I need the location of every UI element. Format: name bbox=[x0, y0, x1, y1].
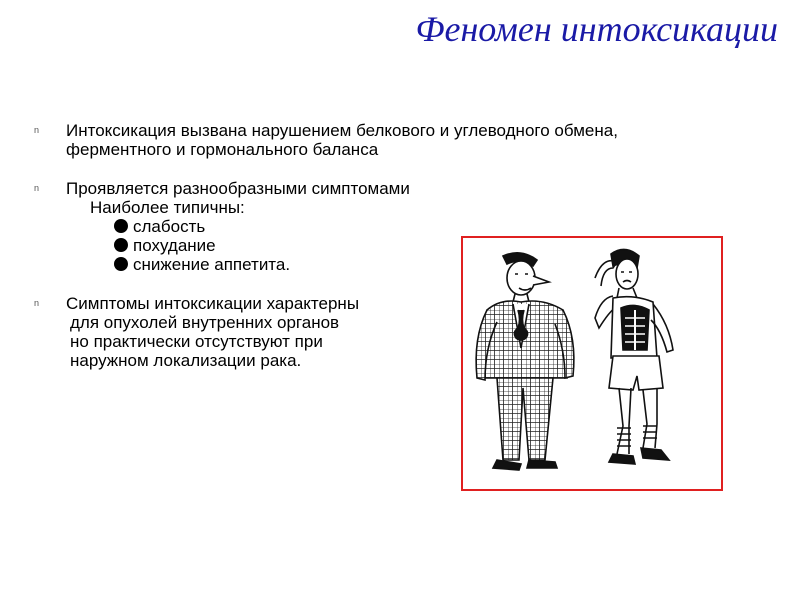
symptoms-subheading: Наиболее типичны: bbox=[90, 198, 245, 217]
bullet-item-intoxication-cause bbox=[34, 121, 734, 159]
bullet-line: Интоксикация вызвана нарушением белкового и углеводного обмена, bbox=[66, 121, 618, 140]
bullet-marker: n bbox=[34, 125, 40, 135]
slide-title: Феномен интоксикации bbox=[415, 9, 778, 49]
bullet-line: для опухолей внутренних органов bbox=[70, 313, 340, 332]
cartoon-illustration bbox=[463, 238, 721, 489]
bullet-marker: n bbox=[34, 298, 40, 308]
bullet-dot-icon bbox=[114, 238, 128, 252]
bullet-line: Проявляется разнообразными симптомами bbox=[66, 179, 410, 198]
sick-man-figure bbox=[595, 249, 673, 464]
symptom-label: снижение аппетита. bbox=[133, 255, 291, 274]
bullet-line: Симптомы интоксикации характерны bbox=[66, 294, 360, 313]
bullet-line: ферментного и гормонального баланса bbox=[66, 140, 379, 159]
symptom-item bbox=[66, 217, 734, 236]
healthy-man-figure bbox=[476, 253, 574, 470]
bullet-line: но практически отсутствуют при bbox=[70, 332, 323, 351]
bullet-dot-icon bbox=[114, 219, 128, 233]
cartoon-illustration-frame bbox=[461, 236, 723, 491]
bullet-marker: n bbox=[34, 183, 40, 193]
bullet-dot-icon bbox=[114, 257, 128, 271]
symptom-label: слабость bbox=[133, 217, 206, 236]
bullet-line: наружном локализации рака. bbox=[70, 351, 302, 370]
symptom-label: похудание bbox=[133, 236, 216, 255]
